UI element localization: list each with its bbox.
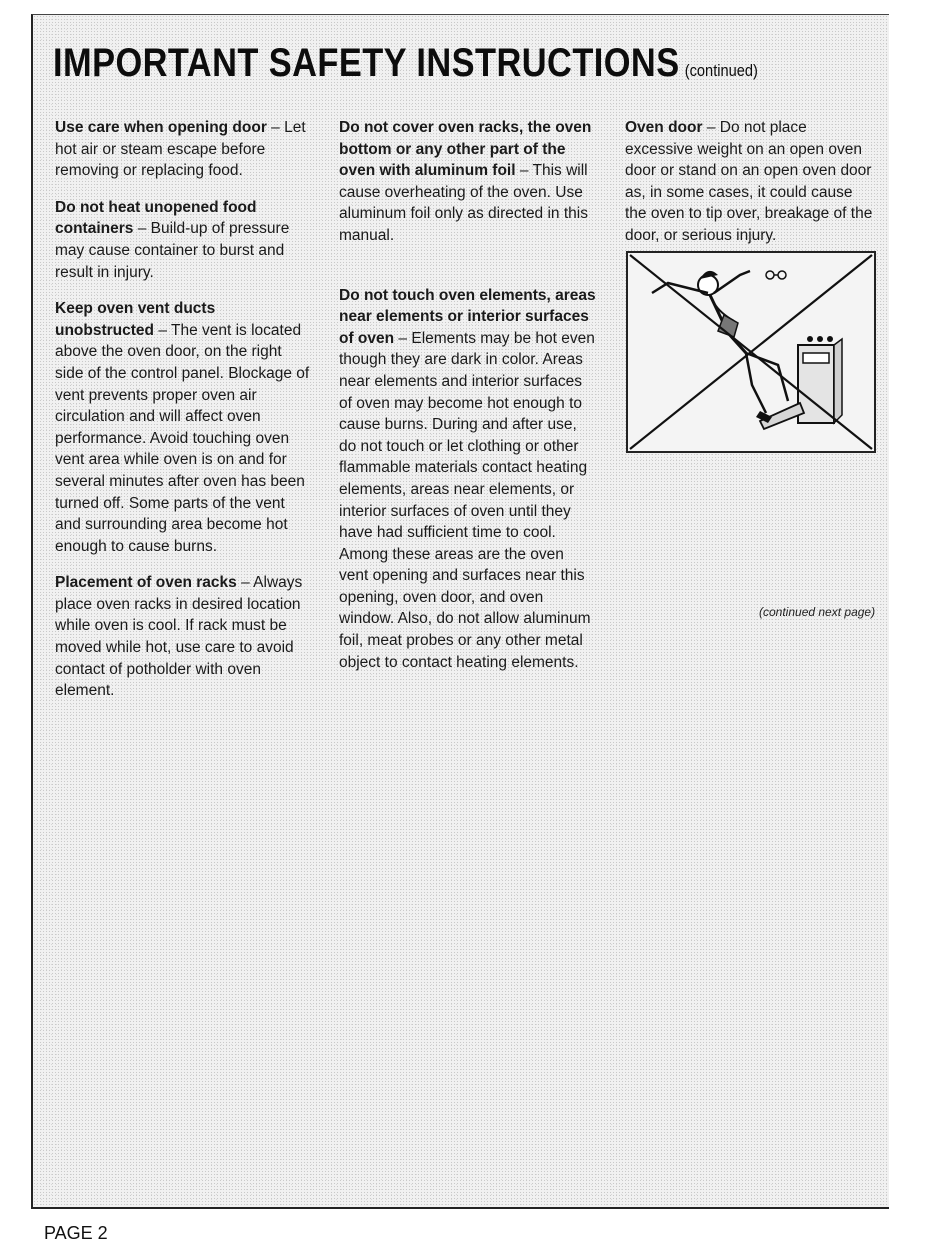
instruction-body: – Elements may be hot even though they are dark in color. Areas near elements and interior surfaces of oven may become hot enough to cause burns. During and after use, do not touch or let clothing or other flammable materials contact heating elements, areas near elements, or interior surfaces of oven until they have had sufficient time to cool. Among these areas are the oven vent opening and surfaces near this opening, oven door, and oven window. Also, do not allow aluminum foil, meat probes or any other metal object to contact heating elements. [339,329,595,671]
instruction-body: – Build-up of pressure may cause container to burst and result in injury. [55,220,290,281]
instruction-body: – The vent is located above the oven door, on the right side of the control panel. Blockage of vent prevents proper oven air circulation and will affect oven performance. Avoid touching oven vent area while oven is on and for several minutes after oven has been turned off. Some parts of the vent and surrounding area become hot enough to cause burns. [55,321,310,555]
page-number: PAGE 2 [44,1223,108,1243]
instruction-item [55,572,313,702]
page-title-suffix: (continued) [684,61,758,80]
page-title [53,41,758,86]
instruction-heading: Oven door [625,119,703,136]
instruction-heading: Placement of oven racks [55,574,237,592]
instruction-body: – Do not place excessive weight on an open oven door or stand on an open oven door as, in some cases, it could cause the oven to tip over, breakage of the door, or serious injury. [625,119,873,244]
manual-page [31,14,889,1209]
instruction-item [339,285,597,674]
person-standing-on-oven-door-illustration [628,253,874,451]
page-title-text: IMPORTANT SAFETY INSTRUCTIONS [53,41,680,85]
instruction-body: – Let hot air or steam escape before removing or replacing food. [55,119,306,180]
column-1 [55,117,313,717]
instruction-body: – Always place oven racks in desired location while oven is cool. If rack must be moved while hot, use care to avoid contact of potholder with oven element. [55,574,303,700]
instruction-item [339,117,597,247]
instruction-item [625,117,875,247]
instruction-heading: Do not cover oven racks, the oven bottom or any other part of the oven with aluminum foil [339,119,592,180]
instruction-body: – This will cause overheating of the oven. Use aluminum foil only as directed in this manual. [339,162,588,244]
continued-next-page-note: (continued next page) [759,605,876,619]
instruction-heading: Do not touch oven elements, areas near elements or interior surfaces of oven [339,286,596,347]
instruction-heading: Do not heat unopened food containers [55,198,257,238]
instruction-heading: Keep oven vent ducts unobstructed [55,300,216,339]
column-3 [625,117,875,262]
instruction-heading: Use care when opening door [55,119,267,136]
instruction-item [55,197,313,283]
crossed-out-illustration [626,251,876,453]
instruction-item [55,117,313,182]
column-2 [339,117,597,688]
instruction-item [55,298,313,557]
